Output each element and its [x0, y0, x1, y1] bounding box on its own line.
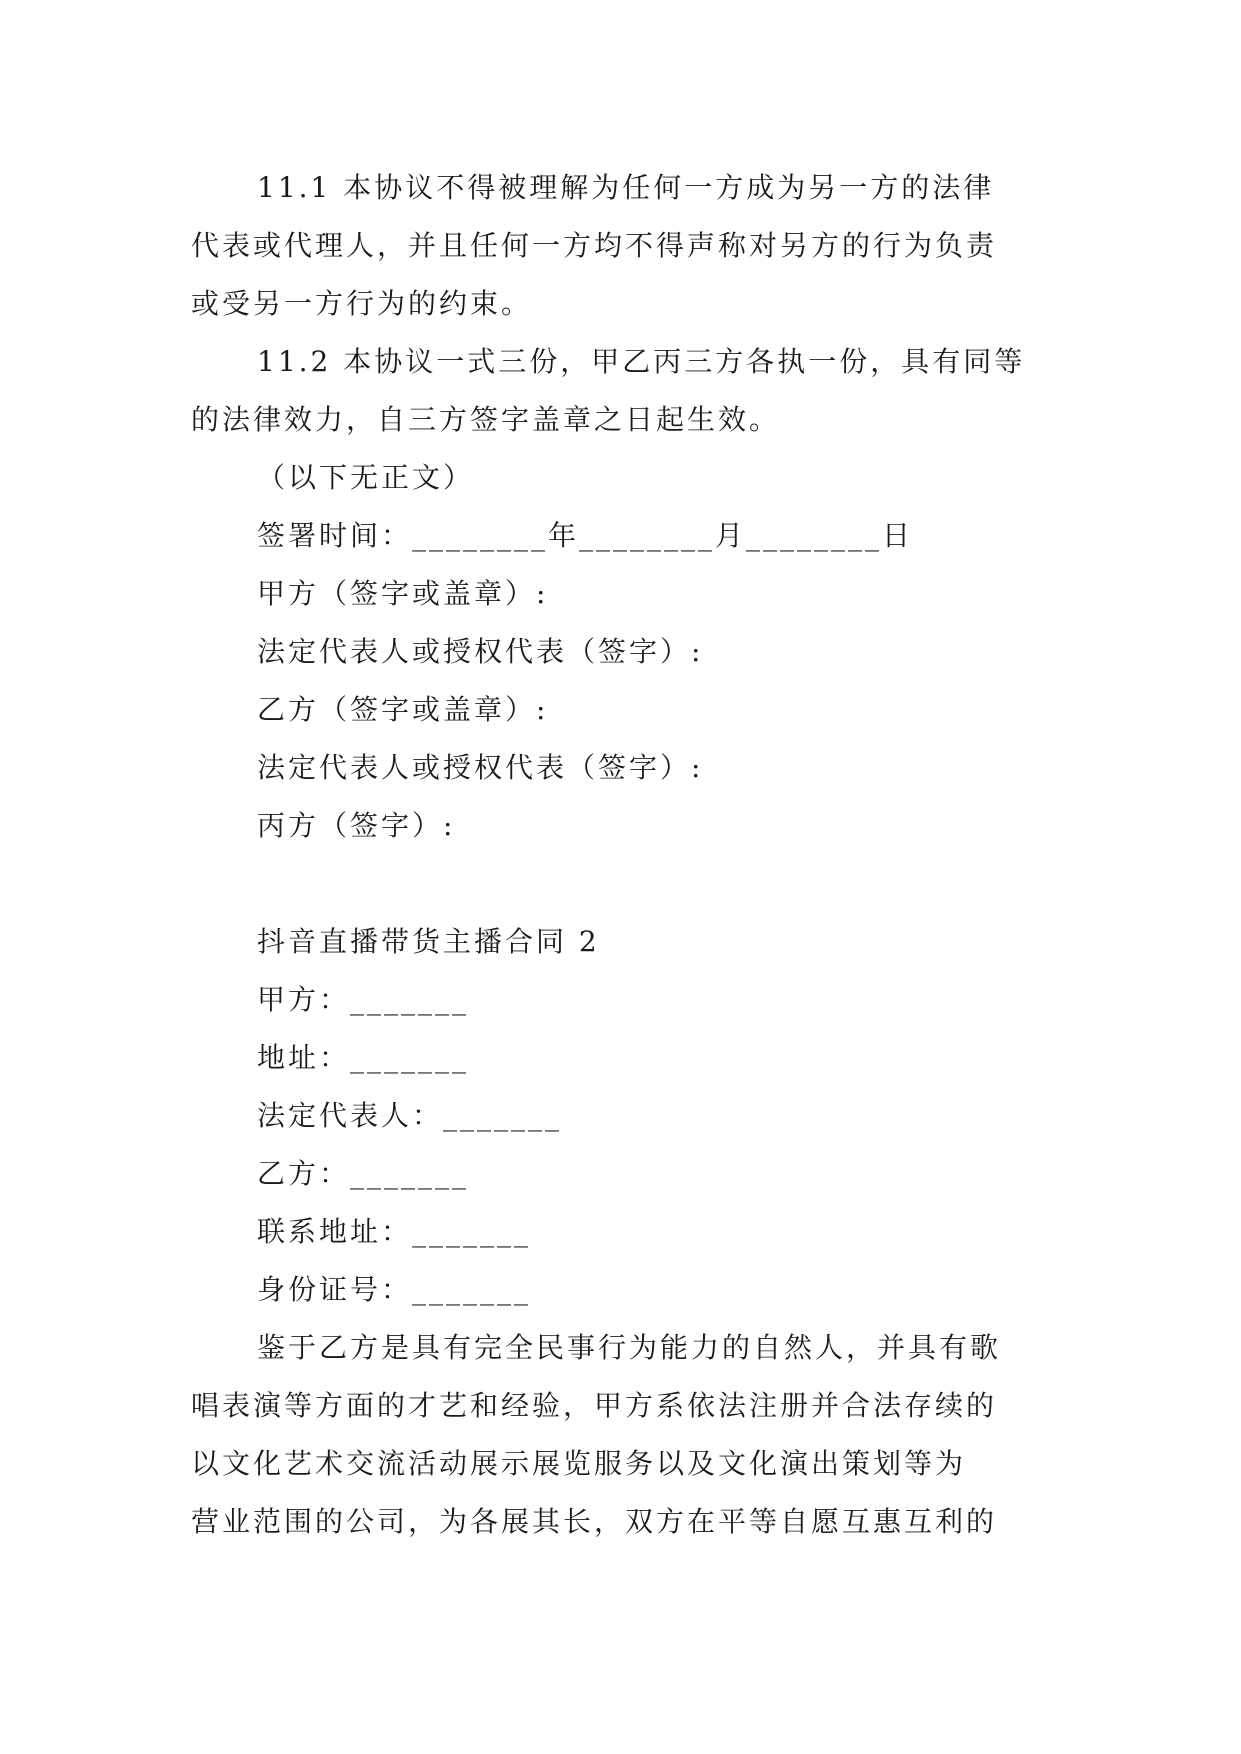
id-number-field: 身份证号：_______ — [257, 1273, 532, 1306]
contact-address-field: 联系地址：_______ — [257, 1215, 532, 1248]
clause-11-2-line-2: 的法律效力，自三方签字盖章之日起生效。 — [191, 403, 781, 436]
recital-line-3: 以文化艺术交流活动展示展览服务以及文化演出策划等为 — [191, 1447, 967, 1480]
party-b-representative-line: 法定代表人或授权代表（签字）: — [257, 751, 704, 784]
party-b-field: 乙方：_______ — [257, 1157, 470, 1190]
party-a-representative-line: 法定代表人或授权代表（签字）: — [257, 635, 704, 668]
party-a-signature-line: 甲方（签字或盖章）: — [257, 577, 549, 610]
party-a-field: 甲方：_______ — [257, 983, 470, 1016]
party-b-signature-line: 乙方（签字或盖章）: — [257, 693, 549, 726]
contract-2-title: 抖音直播带货主播合同 2 — [257, 925, 600, 958]
legal-representative-field: 法定代表人：_______ — [257, 1099, 563, 1132]
clause-11-1-line-3: 或受另一方行为的约束。 — [191, 287, 533, 320]
clause-11-2-line-1: 11.2 本协议一式三份，甲乙丙三方各执一份，具有同等 — [257, 345, 1026, 378]
party-c-signature-line: 丙方（签字）: — [257, 809, 456, 842]
recital-line-1: 鉴于乙方是具有完全民事行为能力的自然人，并具有歌 — [257, 1331, 1002, 1364]
signing-date-line: 签署时间：________年________月________日 — [257, 519, 914, 552]
clause-11-1-line-2: 代表或代理人，并且任何一方均不得声称对另方的行为负责 — [191, 229, 998, 262]
no-text-below-note: （以下无正文） — [257, 461, 475, 494]
clause-11-1-line-1: 11.1 本协议不得被理解为任何一方成为另一方的法律 — [257, 171, 995, 204]
recital-line-4: 营业范围的公司，为各展其长，双方在平等自愿互惠互利的 — [191, 1505, 998, 1538]
recital-line-2: 唱表演等方面的才艺和经验，甲方系依法注册并合法存续的 — [191, 1389, 998, 1422]
address-field: 地址：_______ — [257, 1041, 470, 1074]
